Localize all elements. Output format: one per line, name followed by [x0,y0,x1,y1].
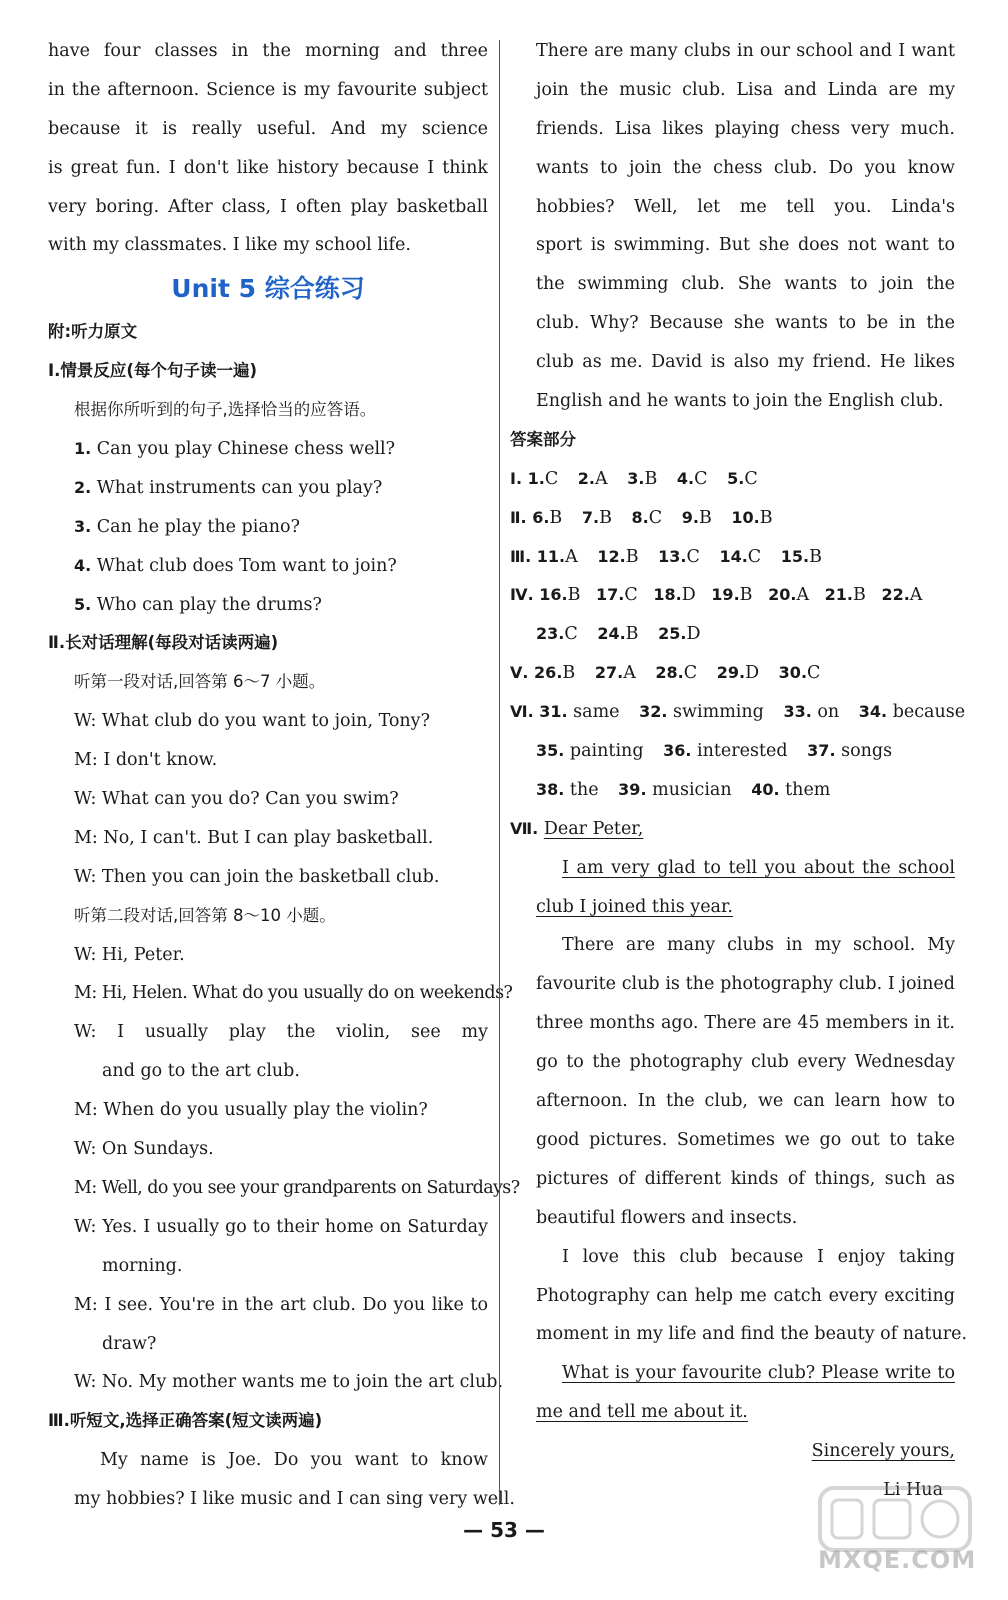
page-number: — 53 — [463,1518,545,1542]
item-number: 5. [74,594,92,614]
answer-num: 4. [676,468,695,488]
answer-value: musician [652,779,732,800]
essay-line [510,849,955,888]
item-text: What instruments can you play? [96,477,383,498]
watermark-text: MXQE.COM [818,1546,977,1574]
answer-value: C [744,468,758,489]
answer-row-VI-cont [510,771,955,810]
essay-line: moment in my life and find the beauty of nature. [536,1324,968,1345]
section-heading-3: Ⅲ.听短文,选择正确答案(短文读两遍) [48,1411,323,1431]
answer-num: 8. [631,507,649,527]
dialog-line: and go to the art club. [102,1061,300,1082]
answer-value: swimming [673,702,764,723]
essay-line: good pictures. Sometimes we go out to take [536,1129,955,1150]
answer-num: 18. [653,585,682,605]
answer-value: B [739,585,753,606]
answer-num: 19. [711,585,740,605]
answer-value: D [681,585,696,606]
answer-num: 6. [532,507,550,527]
answer-value: B [625,546,639,567]
answer-row-VI [510,693,966,732]
answer-row-V [510,654,955,693]
text-line: with my classmates. I like my school life. [48,235,411,256]
dialog-line: M: When do you usually play the violin? [74,1100,428,1121]
dialog-line: W: Hi, Peter. [74,944,185,965]
dialog-line: morning. [102,1255,183,1276]
answer-num: 14. [719,546,748,566]
answer-row-II [510,499,955,538]
essay-line: go to the photography club every Wednesday [536,1052,955,1073]
text-line: my hobbies? I like music and I can sing very well. [74,1489,515,1510]
dialog-line: M: No, I can't. But I can play basketball. [74,827,434,848]
dialog-line: W: Yes. I usually go to their home on Saturday [74,1216,488,1237]
essay-text: club I joined this year. [536,896,733,917]
right-column [510,32,968,1510]
answer-row-I [510,460,955,499]
answer-value: C [544,468,559,489]
dialog-line: W: On Sundays. [74,1139,214,1160]
answer-value: C [807,663,821,684]
answer-value: A [909,585,923,606]
text-line: My name is Joe. Do you want to know [100,1450,488,1471]
answer-num: 35. [536,741,565,761]
dialog-line: M: Hi, Helen. What do you usually do on weekends? [74,983,513,1004]
answer-num: 40. [751,779,780,799]
roman-label: Ⅳ. [510,585,534,605]
item-number: 2. [74,477,92,497]
answer-value: B [567,585,581,606]
answer-num: 17. [596,585,625,605]
item-text: Who can play the drums? [96,594,322,615]
answer-num: 21. [824,585,853,605]
roman-label: Ⅲ. [510,546,532,566]
essay-text: I am very glad to tell you about the school [562,857,955,878]
essay-line: I love this club because I enjoy taking [562,1246,955,1267]
answer-value: B [625,624,639,645]
dialog-line: M: I see. You're in the art club. Do you like to [74,1294,488,1315]
answer-value: D [686,624,701,645]
essay-greeting: Dear Peter, [543,818,644,839]
answer-value: B [562,663,576,684]
essay-text: What is your favourite club? Please write to [562,1363,955,1384]
answer-value: C [648,507,663,528]
text-line: the swimming club. She wants to join the [536,274,955,295]
answer-value: because [892,702,966,723]
answer-value: A [623,663,636,684]
text-line: English and he wants to join the English club. [536,391,944,412]
answer-num: 5. [727,468,745,488]
answer-row-IV [510,576,955,615]
question-item [48,430,488,469]
answer-num: 32. [639,702,668,722]
answer-num: 13. [658,546,687,566]
answer-value: C [564,624,578,645]
text-line: sport is swimming. But she does not want to [536,235,955,256]
roman-label: Ⅵ. [510,702,534,722]
text-line: join the music club. Lisa and Linda are my [536,79,955,100]
answer-num: 36. [663,741,692,761]
answer-value: D [745,663,760,684]
answer-num: 26. [534,663,563,683]
answer-value: B [759,507,773,528]
question-item [48,586,488,625]
essay-line: There are many clubs in my school. My [562,935,955,956]
essay-line: favourite club is the photography club. I joined [536,974,955,995]
closing-text: Sincerely yours, [811,1441,955,1462]
answer-value: same [573,702,620,723]
answer-value: B [853,585,866,606]
answer-value: songs [841,741,893,762]
dialog-line: W: I usually play the violin, see my [74,1022,488,1043]
item-number: 3. [74,516,92,536]
answer-num: 29. [716,663,746,683]
answer-num: 16. [539,585,568,605]
text-line: friends. Lisa likes playing chess very much. [536,118,955,139]
text-line: club. Why? Because she wants to be in the [536,313,955,334]
essay-line: three months ago. There are 45 members in it. [536,1013,955,1034]
answer-value: painting [569,741,644,762]
text-line: because it is really useful. And my science [48,118,488,139]
answer-num: 34. [858,702,888,722]
dialog-line: M: Well, do you see your grandparents on Saturdays? [74,1177,520,1198]
answer-num: 23. [536,624,565,644]
item-text: What club does Tom want to join? [96,555,397,576]
answer-num: 3. [627,468,645,488]
dialog-intro: 听第二段对话,回答第 8～10 小题。 [74,905,336,925]
answer-value: them [785,779,831,800]
answer-value: C [624,585,638,606]
answer-num: 24. [597,624,626,644]
answer-num: 37. [807,741,836,761]
answer-value: B [644,468,658,489]
essay-text: me and tell me about it. [536,1402,748,1423]
item-number: 1. [74,439,92,459]
answer-num: 2. [577,468,596,488]
roman-label: Ⅰ. [510,468,523,488]
answer-num: 1. [527,468,545,488]
instruction-text: 根据你所听到的句子,选择恰当的应答语。 [74,400,377,420]
roman-label: Ⅶ. [510,818,539,838]
answer-num: 15. [780,546,810,566]
essay-line [510,1393,955,1432]
dialog-line: M: I don't know. [74,750,218,771]
text-line: There are many clubs in our school and I want [536,41,955,61]
dialog-intro: 听第一段对话,回答第 6～7 小题。 [74,672,326,692]
answer-value: C [747,546,762,567]
answer-value: A [796,585,810,606]
dialog-line: W: No. My mother wants me to join the art club. [74,1372,504,1393]
essay-greeting-row [510,810,955,849]
roman-label: Ⅴ. [510,663,529,683]
essay-signature: Li Hua [883,1479,943,1500]
dialog-line: W: Then you can join the basketball club. [74,866,440,887]
answer-num: 22. [881,585,910,605]
essay-line: pictures of different kinds of things, such as [536,1168,955,1189]
essay-line [510,1354,955,1393]
essay-line: beautiful flowers and insects. [536,1207,798,1228]
answer-num: 7. [581,507,600,527]
essay-line: afternoon. In the club, we can learn how to [536,1091,955,1112]
question-item [48,469,488,508]
essay-closing [510,1432,955,1471]
answer-value: B [549,507,563,528]
answer-row-IV-cont [510,615,955,654]
answer-num: 39. [618,779,647,799]
appendix-heading: 附:听力原文 [48,322,138,342]
answer-value: B [698,507,712,528]
answer-num: 27. [594,663,624,683]
answer-num: 25. [658,624,687,644]
text-line: is great fun. I don't like history because I think [48,157,488,178]
answer-num: 10. [731,507,760,527]
answer-num: 28. [655,663,684,683]
text-line: wants to join the chess club. Do you know [536,157,955,178]
section-heading-1: Ⅰ.情景反应(每个句子读一遍) [48,361,257,381]
question-item [48,508,488,547]
answer-value: A [595,468,608,489]
left-column [48,32,520,1519]
answer-value: C [694,468,708,489]
answer-num: 33. [783,702,812,722]
item-text: Can you play Chinese chess well? [96,439,396,460]
answers-heading: 答案部分 [510,429,576,449]
essay-line: Photography can help me catch every exciting [536,1285,955,1306]
item-text: Can he play the piano? [96,516,300,537]
answer-num: 9. [681,507,699,527]
item-number: 4. [74,555,92,575]
section-heading-2: Ⅱ.长对话理解(每段对话读两遍) [48,633,279,653]
answer-num: 38. [536,779,565,799]
text-line: have four classes in the morning and three [48,41,488,61]
answer-value: the [569,779,599,800]
text-line: club as me. David is also my friend. He likes [536,352,955,373]
roman-label: Ⅱ. [510,507,527,527]
dialog-line: W: What can you do? Can you swim? [74,789,399,810]
dialog-line: W: What club do you want to join, Tony? [74,711,430,732]
answer-num: 11. [536,546,566,566]
answer-value: B [599,507,612,528]
column-divider [499,40,500,1505]
answer-row-III [510,538,955,577]
dialog-line: draw? [102,1333,157,1354]
answer-value: C [683,663,698,684]
answer-value: A [565,546,578,567]
essay-line [510,888,955,927]
text-line: in the afternoon. Science is my favourite subject [48,79,488,100]
text-line: hobbies? Well, let me tell you. Linda's [536,196,955,217]
answer-value: B [809,546,822,567]
answer-value: on [817,702,840,723]
answer-value: interested [697,741,788,762]
answer-value: C [686,546,700,567]
answer-num: 30. [778,663,808,683]
answer-num: 31. [539,702,568,722]
answer-row-VI-cont [510,732,955,771]
question-item [48,547,488,586]
answer-num: 12. [597,546,626,566]
unit-title: Unit 5 综合练习 [171,274,365,304]
answer-num: 20. [768,585,797,605]
text-line: very boring. After class, I often play basketball [48,196,488,217]
